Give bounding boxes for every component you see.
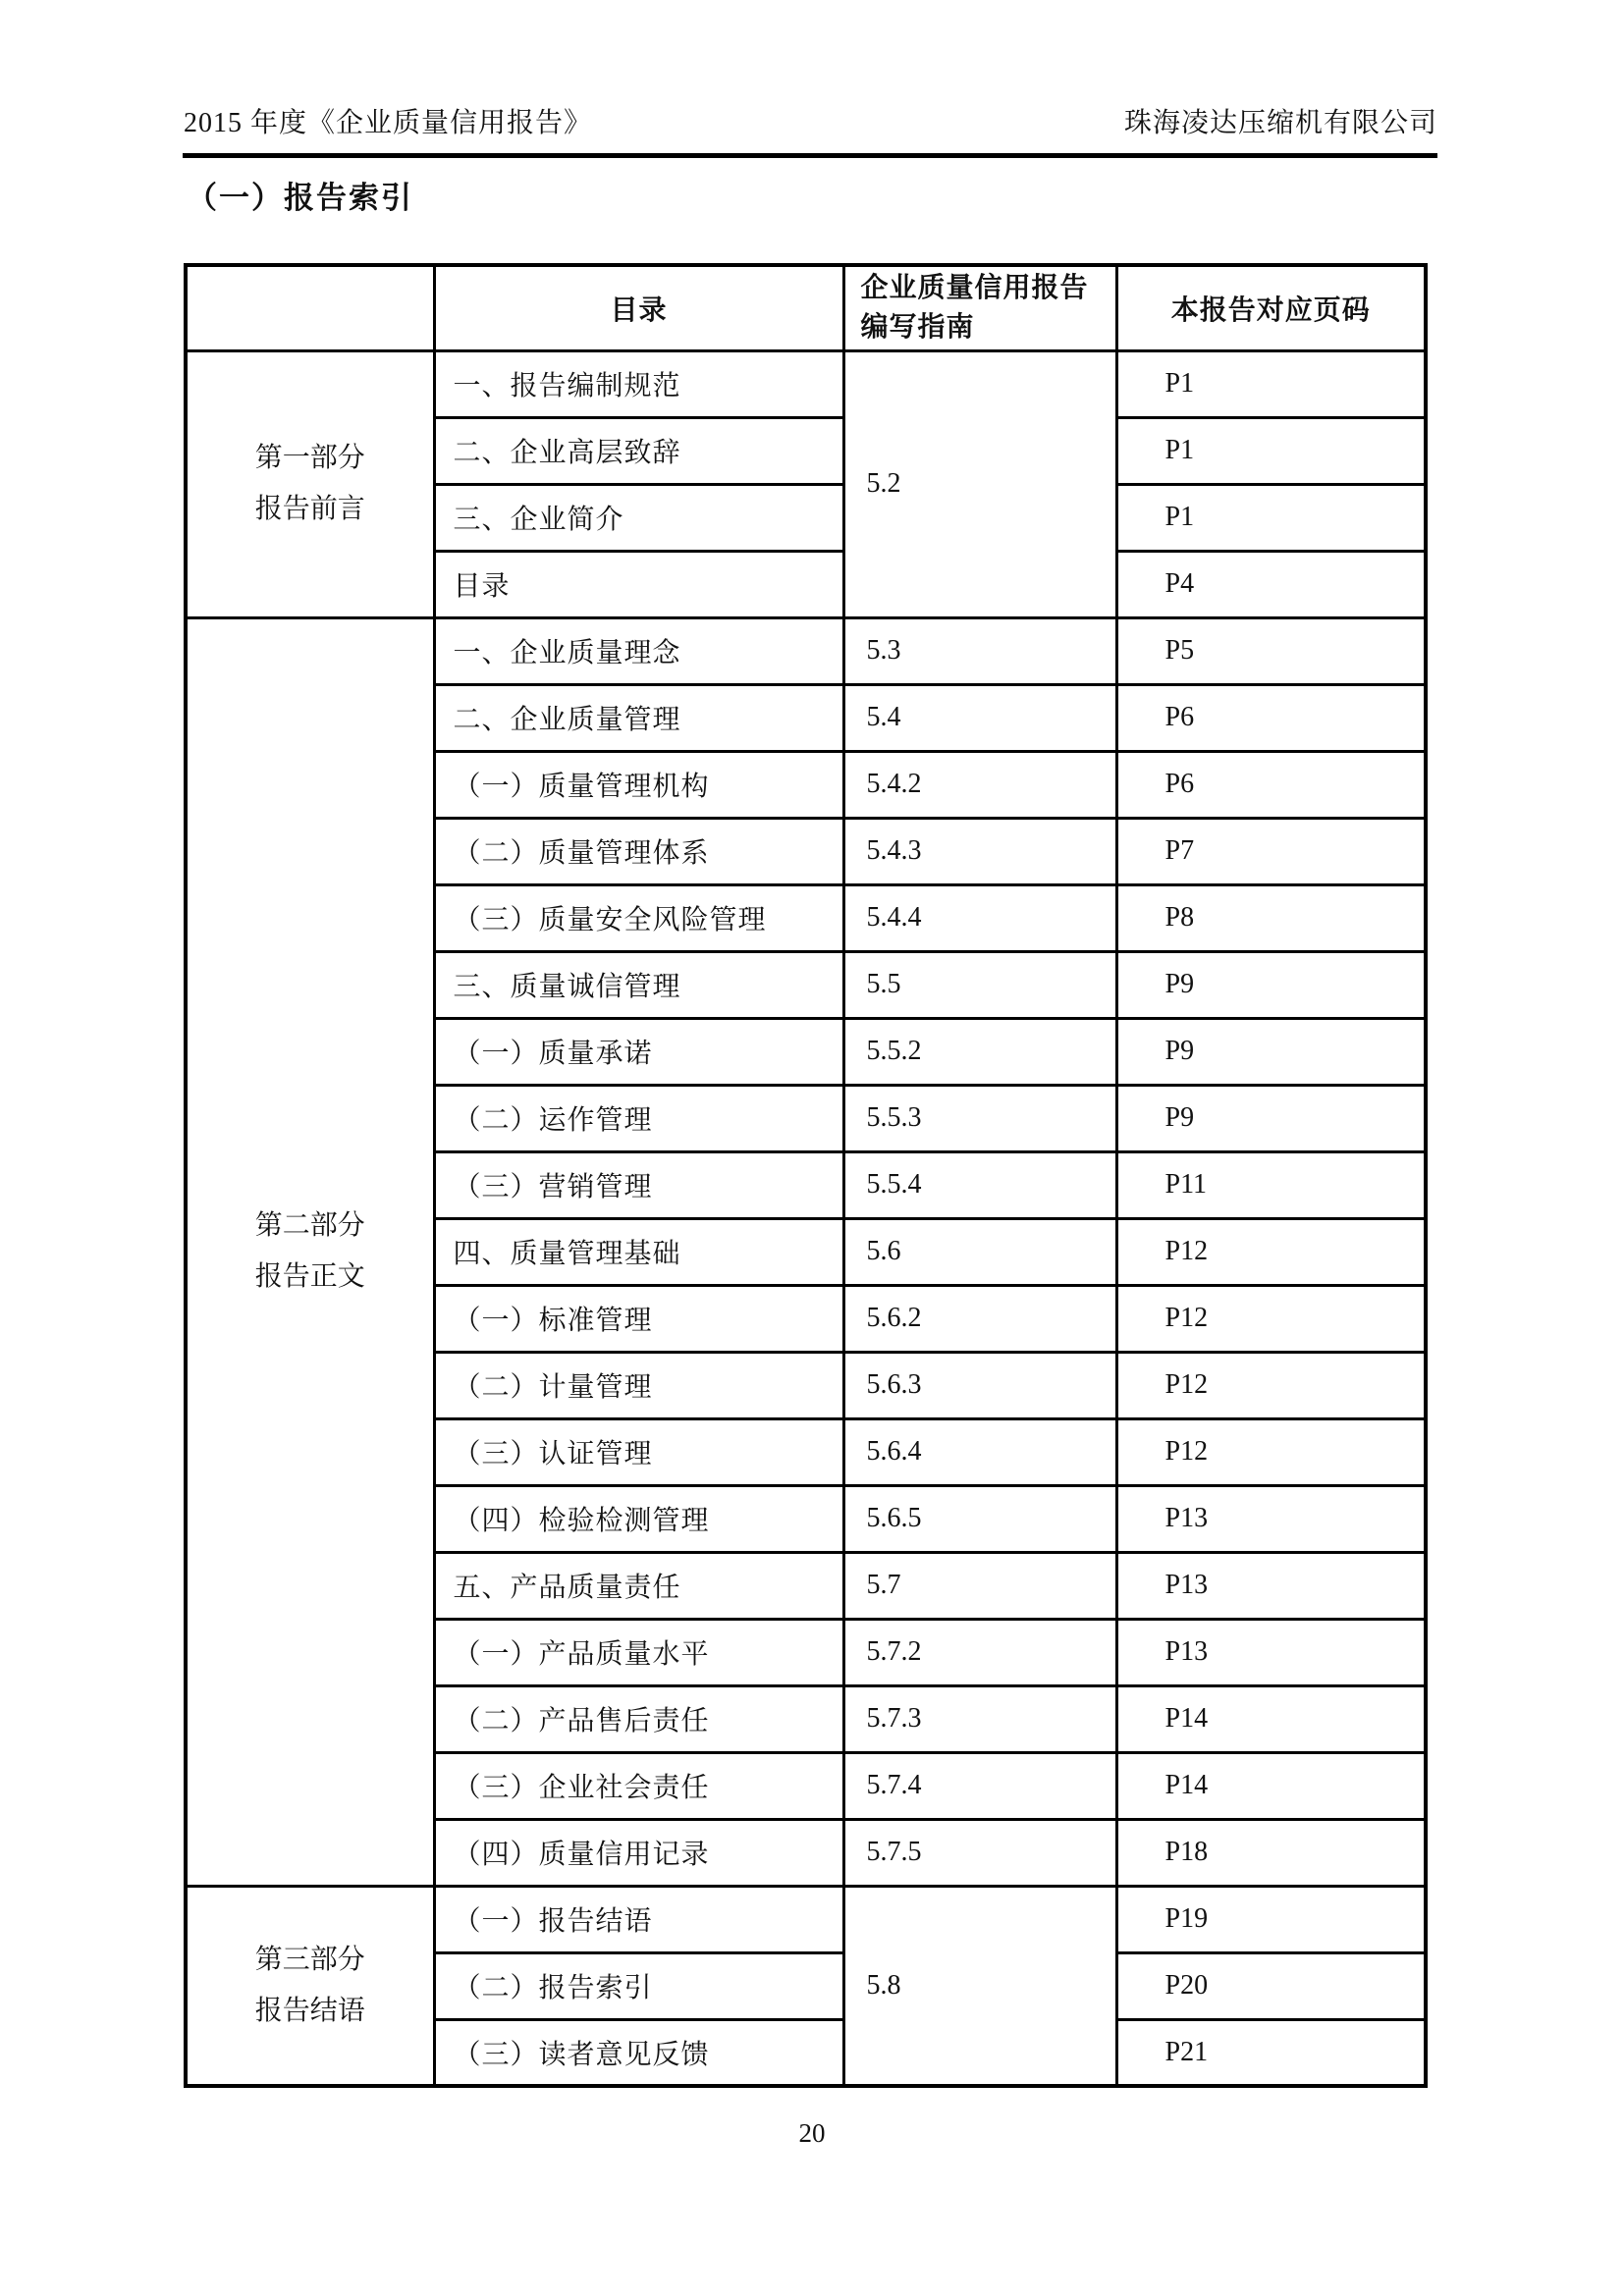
page-ref-cell: P4 <box>1116 551 1426 617</box>
guide-number-cell: 5.4.4 <box>843 884 1116 951</box>
toc-title-cell: （三）营销管理 <box>434 1151 843 1218</box>
page-ref-cell: P14 <box>1116 1685 1426 1752</box>
page-ref-cell: P12 <box>1116 1285 1426 1352</box>
page-ref-cell: P9 <box>1116 951 1426 1018</box>
table-row <box>186 1886 1426 1952</box>
page-ref-cell: P6 <box>1116 684 1426 751</box>
toc-title-cell: （一）产品质量水平 <box>434 1619 843 1685</box>
page-ref-cell: P12 <box>1116 1352 1426 1418</box>
toc-title-cell: （二）运作管理 <box>434 1085 843 1151</box>
guide-number-cell: 5.5 <box>843 951 1116 1018</box>
toc-title-cell: （三）认证管理 <box>434 1418 843 1485</box>
guide-number-cell: 5.7 <box>843 1552 1116 1619</box>
guide-number-cell: 5.6.2 <box>843 1285 1116 1352</box>
section-label-cell <box>186 1886 434 2086</box>
section-label-line: 报告正文 <box>254 1261 365 1292</box>
guide-number-cell: 5.5.4 <box>843 1151 1116 1218</box>
table-row <box>186 617 1426 684</box>
toc-title-cell: （三）企业社会责任 <box>434 1752 843 1819</box>
toc-title-cell: 四、质量管理基础 <box>434 1218 843 1285</box>
guide-number-cell: 5.8 <box>843 1886 1116 2086</box>
toc-title-cell: （二）质量管理体系 <box>434 818 843 884</box>
toc-title-cell: 二、企业高层致辞 <box>434 417 843 484</box>
running-head-left: 2015 年度《企业质量信用报告》 <box>184 108 593 138</box>
toc-title-cell: （一）标准管理 <box>434 1285 843 1352</box>
guide-number-cell: 5.4.2 <box>843 751 1116 818</box>
section-label-cell <box>186 617 434 1886</box>
page-ref-cell: P1 <box>1116 350 1426 417</box>
section-label-cell <box>186 350 434 617</box>
guide-number-cell: 5.5.2 <box>843 1018 1116 1085</box>
page-ref-cell: P18 <box>1116 1819 1426 1886</box>
index-table <box>184 263 1428 2088</box>
page-ref-cell: P9 <box>1116 1085 1426 1151</box>
page-ref-cell: P12 <box>1116 1418 1426 1485</box>
section-label-line: 第一部分 <box>254 443 365 473</box>
page-ref-cell: P1 <box>1116 417 1426 484</box>
toc-title-cell: 一、报告编制规范 <box>434 350 843 417</box>
guide-number-cell: 5.5.3 <box>843 1085 1116 1151</box>
column-header-toc: 目录 <box>434 265 843 350</box>
page-ref-cell: P12 <box>1116 1218 1426 1285</box>
toc-title-cell: 目录 <box>434 551 843 617</box>
guide-number-cell: 5.6.4 <box>843 1418 1116 1485</box>
guide-number-cell: 5.6.3 <box>843 1352 1116 1418</box>
guide-number-cell: 5.6.5 <box>843 1485 1116 1552</box>
column-header-page: 本报告对应页码 <box>1116 265 1426 350</box>
toc-title-cell: 三、企业简介 <box>434 484 843 551</box>
header-rule <box>183 153 1437 158</box>
section-label-line: 第二部分 <box>254 1210 365 1241</box>
toc-title-cell: （二）报告索引 <box>434 1952 843 2019</box>
page-number: 20 <box>798 2118 826 2148</box>
page-ref-cell: P5 <box>1116 617 1426 684</box>
page-ref-cell: P8 <box>1116 884 1426 951</box>
index-table-head <box>186 265 1426 350</box>
guide-number-cell: 5.3 <box>843 617 1116 684</box>
guide-number-cell: 5.2 <box>843 350 1116 617</box>
page-ref-cell: P20 <box>1116 1952 1426 2019</box>
column-header-guide-line: 编写指南 <box>860 311 975 343</box>
running-head <box>184 101 1437 140</box>
page-ref-cell: P11 <box>1116 1151 1426 1218</box>
section-label-line: 报告结语 <box>254 1995 365 2026</box>
page-ref-cell: P6 <box>1116 751 1426 818</box>
toc-title-cell: （一）质量管理机构 <box>434 751 843 818</box>
toc-title-cell: 五、产品质量责任 <box>434 1552 843 1619</box>
section-heading: （一）报告索引 <box>187 181 413 215</box>
column-header-guide-line: 企业质量信用报告 <box>860 272 1089 303</box>
guide-number-cell: 5.7.2 <box>843 1619 1116 1685</box>
guide-number-cell: 5.4.3 <box>843 818 1116 884</box>
toc-title-cell: 一、企业质量理念 <box>434 617 843 684</box>
guide-number-cell: 5.7.4 <box>843 1752 1116 1819</box>
guide-number-cell: 5.4 <box>843 684 1116 751</box>
table-row <box>186 350 1426 417</box>
guide-number-cell: 5.6 <box>843 1218 1116 1285</box>
page-ref-cell: P14 <box>1116 1752 1426 1819</box>
section-label-line: 报告前言 <box>254 494 365 524</box>
column-header-guide <box>843 265 1116 350</box>
toc-title-cell: 三、质量诚信管理 <box>434 951 843 1018</box>
running-head-right: 珠海凌达压缩机有限公司 <box>1123 108 1437 138</box>
toc-title-cell: 二、企业质量管理 <box>434 684 843 751</box>
header-row <box>186 265 1426 350</box>
column-header-part <box>186 265 434 350</box>
toc-title-cell: （四）检验检测管理 <box>434 1485 843 1552</box>
page-ref-cell: P21 <box>1116 2019 1426 2086</box>
page-ref-cell: P7 <box>1116 818 1426 884</box>
page-ref-cell: P1 <box>1116 484 1426 551</box>
page-ref-cell: P13 <box>1116 1485 1426 1552</box>
toc-title-cell: （三）质量安全风险管理 <box>434 884 843 951</box>
index-table-body <box>186 350 1426 2086</box>
page-ref-cell: P19 <box>1116 1886 1426 1952</box>
guide-number-cell: 5.7.5 <box>843 1819 1116 1886</box>
page-ref-cell: P13 <box>1116 1619 1426 1685</box>
page-ref-cell: P13 <box>1116 1552 1426 1619</box>
toc-title-cell: （二）计量管理 <box>434 1352 843 1418</box>
guide-number-cell: 5.7.3 <box>843 1685 1116 1752</box>
toc-title-cell: （四）质量信用记录 <box>434 1819 843 1886</box>
toc-title-cell: （一）质量承诺 <box>434 1018 843 1085</box>
page-ref-cell: P9 <box>1116 1018 1426 1085</box>
toc-title-cell: （三）读者意见反馈 <box>434 2019 843 2086</box>
toc-title-cell: （二）产品售后责任 <box>434 1685 843 1752</box>
section-label-line: 第三部分 <box>254 1944 365 1975</box>
toc-title-cell: （一）报告结语 <box>434 1886 843 1952</box>
